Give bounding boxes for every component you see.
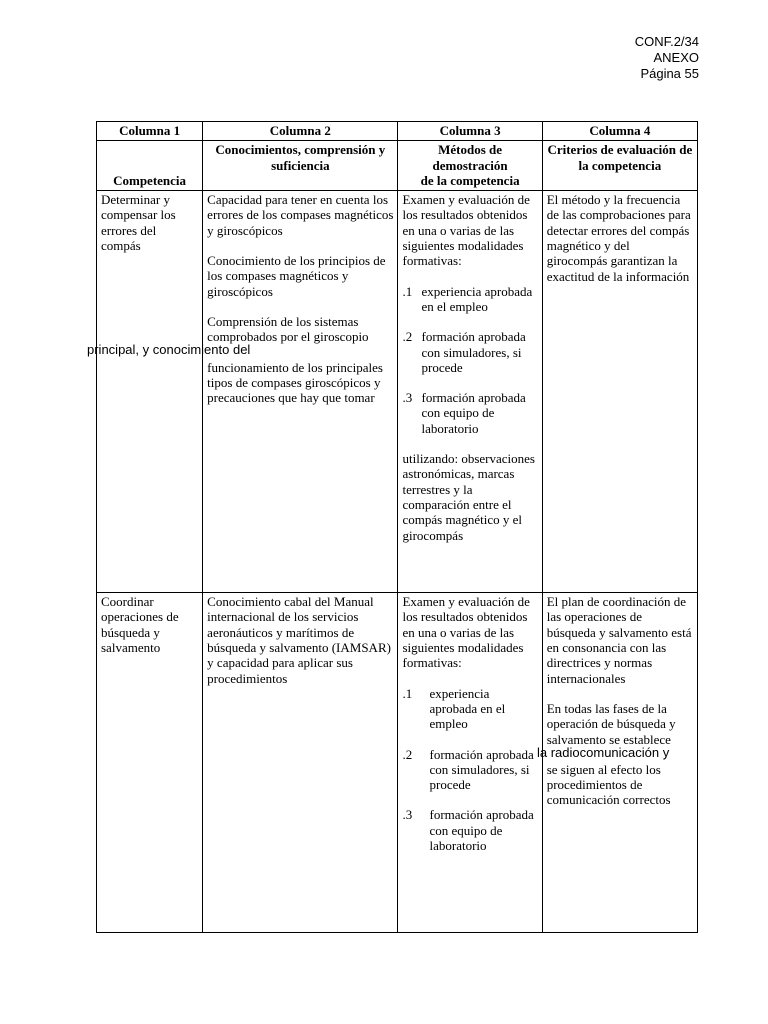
column-number-row — [97, 122, 698, 141]
column-title-row — [97, 141, 698, 191]
document-reference: CONF.2/34 — [634, 34, 699, 49]
methods-list-item — [402, 807, 537, 853]
page-header — [635, 34, 699, 82]
column-3-number: Columna 3 — [398, 122, 542, 141]
criteria-cell — [542, 593, 697, 933]
methods-list-item — [402, 747, 537, 793]
misplaced-text-overlay: la radiocomunicación y — [537, 745, 670, 760]
competence-table — [96, 121, 698, 933]
column-4-title: Criterios de evaluación de la competencia — [542, 141, 697, 191]
knowledge-paragraph: Capacidad para tener en cuenta los errores de los compases magnéticos y giroscópicos — [207, 192, 394, 238]
competence-cell: Coordinar operaciones de búsqueda y salvamento — [97, 593, 203, 933]
methods-list-item — [402, 329, 537, 375]
methods-list-item — [402, 686, 537, 732]
criteria-paragraph: En todas las fases de la operación de búsqueda y salvamento se establece — [546, 700, 676, 747]
list-number: .1 — [402, 283, 413, 299]
methods-list-item — [402, 284, 537, 315]
list-text: formación aprobada con equipo de laboratorio — [429, 807, 534, 854]
page-number: Página 55 — [640, 66, 699, 81]
column-4-number: Columna 4 — [542, 122, 697, 141]
list-number: .2 — [402, 329, 413, 345]
column-3-title-line-3: de la competencia — [420, 172, 520, 188]
methods-intro: Examen y evaluación de los resultados obtenidos en una o varias de las siguientes modalidades formativas: — [402, 192, 530, 269]
column-3-title-line-2: demostración — [432, 157, 508, 173]
list-text: experiencia aprobada en el empleo — [421, 283, 533, 314]
list-text: experiencia aprobada en el empleo — [429, 685, 506, 732]
criteria-paragraph: El plan de coordinación de las operaciones de búsqueda y salvamento está en consonancia con las directrices y normas internacionales — [546, 594, 692, 686]
list-number: .1 — [402, 685, 413, 701]
list-text: formación aprobada con equipo de laboratorio — [421, 390, 526, 436]
column-2-title: Conocimientos, comprensión y suficiencia — [203, 141, 398, 191]
knowledge-paragraph: Conocimiento de los principios de los compases magnéticos y giroscópicos — [207, 253, 386, 299]
knowledge-cell: Conocimiento cabal del Manual internacional de los servicios aeronáuticos y marítimos de búsqueda y salvamento (IAMSAR) y capacidad para aplicar sus procedimientos — [203, 593, 398, 933]
list-text: formación aprobada con simuladores, si procede — [421, 329, 526, 375]
methods-cell — [398, 593, 542, 933]
list-text: formación aprobada con simuladores, si procede — [429, 746, 534, 793]
list-number: .3 — [402, 390, 413, 406]
column-3-title — [398, 141, 542, 191]
criteria-cell: El método y la frecuencia de las comprobaciones para detectar errores del compás magnético y del girocompás garantizan la exactitud de la información — [542, 191, 697, 593]
column-1-title: Competencia — [97, 141, 203, 191]
column-1-number: Columna 1 — [97, 122, 203, 141]
annex-label: ANEXO — [653, 50, 699, 65]
criteria-paragraph: se siguen al efecto los procedimientos de comunicación correctos — [546, 761, 671, 808]
misplaced-text-overlay: principal, y conocimiento del — [87, 342, 251, 357]
table-row — [97, 191, 698, 593]
list-number: .3 — [402, 807, 413, 823]
column-2-number: Columna 2 — [203, 122, 398, 141]
methods-list-item — [402, 390, 537, 436]
knowledge-paragraph: funcionamiento de los principales tipos de compases giroscópicos y precauciones que hay que tomar — [207, 359, 383, 406]
table-row — [97, 593, 698, 933]
knowledge-cell — [203, 191, 398, 593]
methods-intro: Examen y evaluación de los resultados obtenidos en una o varias de las siguientes modalidades formativas: — [402, 594, 530, 671]
column-3-title-line-1: Métodos de — [438, 142, 503, 158]
methods-outro: utilizando: observaciones astronómicas, marcas terrestres y la comparación entre el compás magnético y el girocompás — [402, 451, 535, 543]
list-number: .2 — [402, 746, 413, 762]
methods-cell — [398, 191, 542, 593]
knowledge-paragraph: Comprensión de los sistemas comprobados por el giroscopio — [207, 313, 369, 345]
competence-cell: Determinar y compensar los errores del compás — [97, 191, 203, 593]
